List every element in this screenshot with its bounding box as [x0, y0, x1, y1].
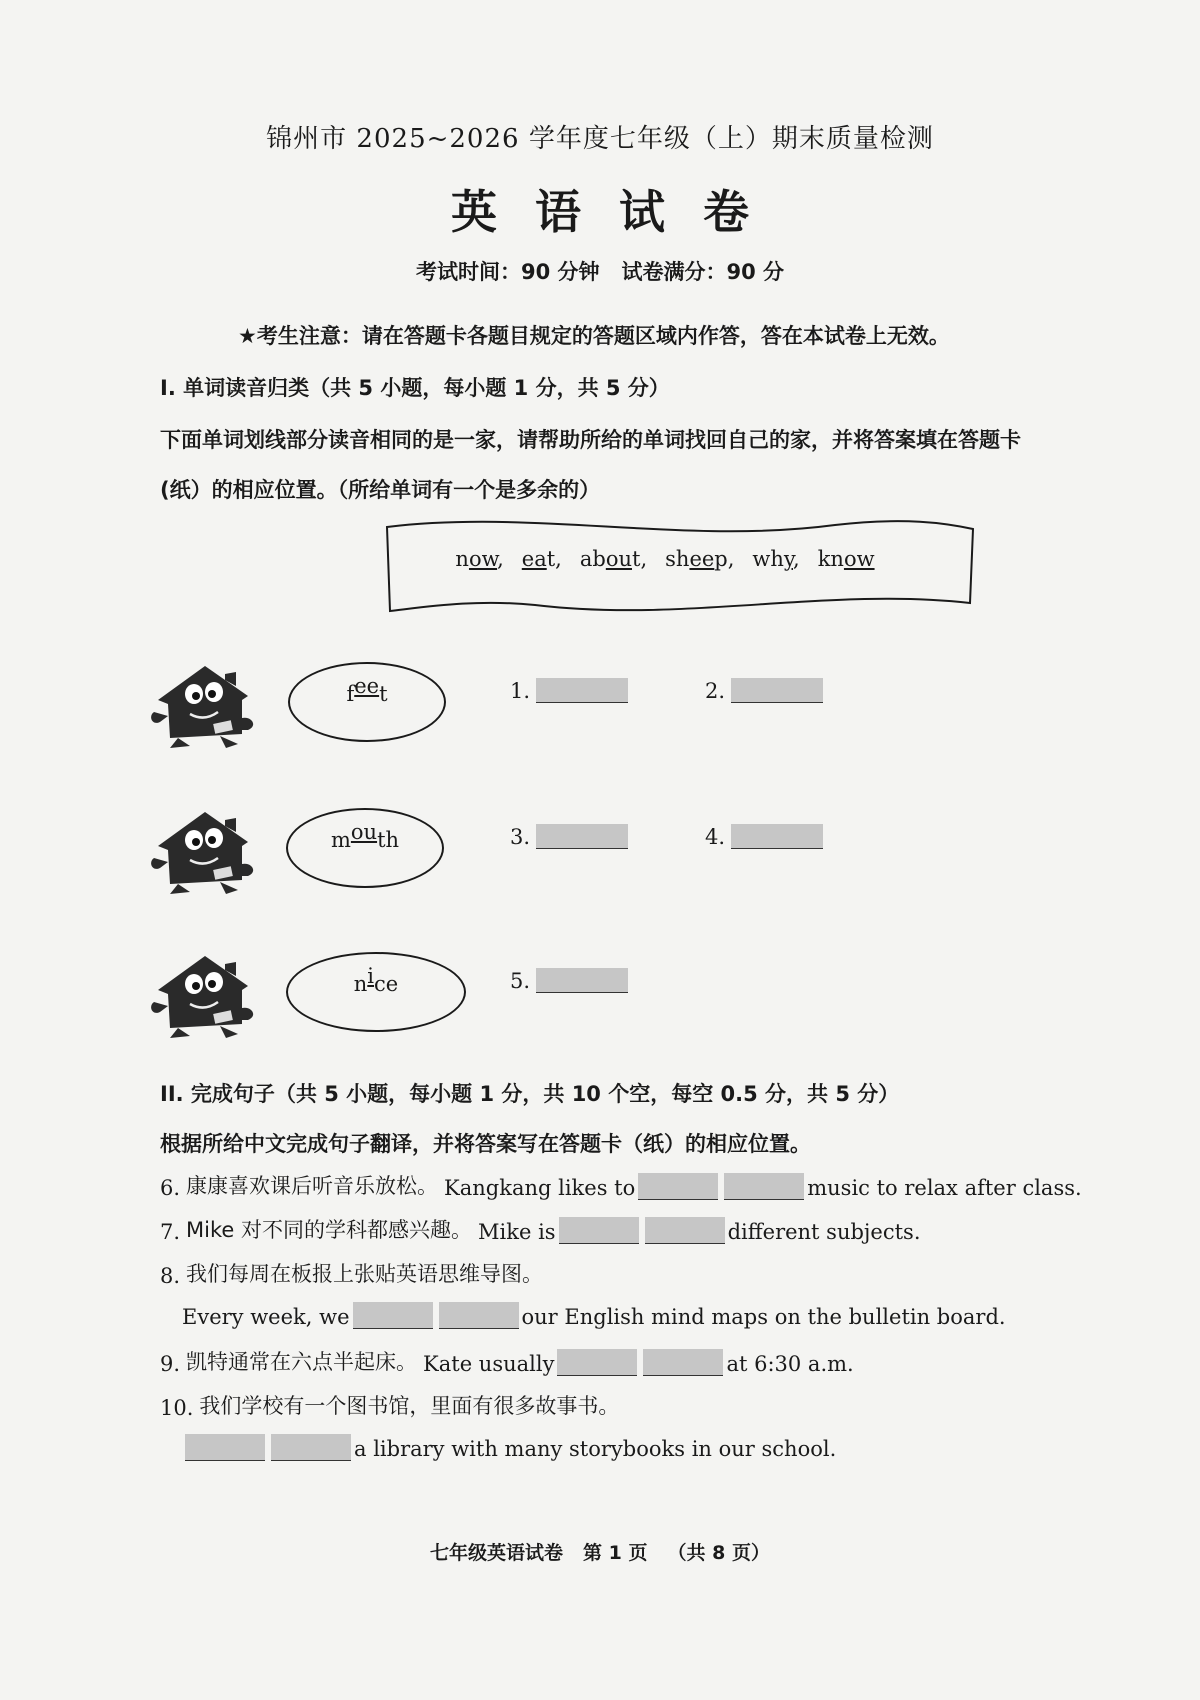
- question-english-before: Every week, we: [182, 1305, 350, 1329]
- question-10-english: [182, 1434, 836, 1461]
- footer-total-pages: （共 8 页）: [667, 1542, 770, 1564]
- house-icon: [150, 950, 260, 1040]
- section1-instruction-1: 下面单词划线部分读音相同的是一家，请帮助所给的单词找回自己的家，并将答案填在答题卡: [160, 428, 1021, 452]
- section2-heading: II. 完成句子（共 5 小题，每小题 1 分，共 10 个空，每空 0.5 分，共 5 分）: [160, 1082, 900, 1106]
- exam-info: [0, 256, 1200, 286]
- question-9: [160, 1346, 854, 1376]
- answer-blank: [724, 1173, 804, 1200]
- question-chinese: 我们每周在板报上张贴英语思维导图。: [186, 1262, 544, 1286]
- exam-subtitle: 锦州市 2025~2026 学年度七年级（上）期末质量检测: [266, 124, 934, 154]
- full-score: 试卷满分：90 分: [621, 260, 785, 284]
- word-bank-item: eat,: [521, 547, 562, 571]
- word-bank-item: why,: [752, 547, 800, 571]
- answer-blank: [271, 1434, 351, 1461]
- answer-number: 3.: [510, 825, 531, 849]
- answer-blank: [643, 1349, 723, 1376]
- word-bank-item: about,: [579, 547, 648, 571]
- section1-instruction-2: (纸）的相应位置。（所给单词有一个是多余的）: [160, 478, 601, 502]
- answer-number: 5.: [510, 969, 531, 993]
- answer-number: 2.: [705, 679, 726, 703]
- house-icon: [150, 806, 260, 896]
- answer-item: [510, 824, 628, 849]
- answer-blank: [645, 1217, 725, 1244]
- word-bank-item: know: [817, 547, 875, 571]
- question-number: 8.: [160, 1264, 181, 1288]
- house-word: mouth: [330, 820, 400, 852]
- answer-item: [510, 678, 628, 703]
- section2-instruction: 根据所给中文完成句子翻译，并将答案写在答题卡（纸）的相应位置。: [160, 1132, 811, 1156]
- page-footer: [0, 1538, 1200, 1565]
- answer-blank: [557, 1349, 637, 1376]
- answer-number: 4.: [705, 825, 726, 849]
- answer-item: [705, 824, 823, 849]
- answer-blank: [559, 1217, 639, 1244]
- question-number: 9.: [160, 1352, 181, 1376]
- exam-time: 考试时间：90 分钟: [415, 260, 600, 284]
- question-number: 10.: [160, 1396, 194, 1420]
- section1-heading: I. 单词读音归类（共 5 小题，每小题 1 分，共 5 分）: [160, 376, 670, 400]
- question-6: [160, 1170, 1082, 1200]
- answer-blank: [731, 678, 823, 703]
- question-8-english: [182, 1302, 1006, 1329]
- house-word: feet: [346, 674, 388, 706]
- house-word-oval: [288, 662, 446, 742]
- question-english-after: at 6:30 a.m.: [726, 1352, 854, 1376]
- answer-blank: [536, 678, 628, 703]
- footer-exam-name: 七年级英语试卷: [430, 1542, 564, 1564]
- footer-page-number: 第 1 页: [583, 1542, 648, 1564]
- question-10: [160, 1390, 625, 1420]
- exam-notice: ★考生注意：请在答题卡各题目规定的答题区域内作答，答在本试卷上无效。: [238, 324, 950, 348]
- word-bank-item: sheep,: [665, 547, 735, 571]
- question-english-before: Kangkang likes to: [444, 1176, 636, 1200]
- question-english-before: Kate usually: [423, 1352, 555, 1376]
- answer-blank: [439, 1302, 519, 1329]
- house-icon: [150, 660, 260, 750]
- question-chinese: 凯特通常在六点半起床。: [186, 1350, 418, 1374]
- answer-number: 1.: [510, 679, 531, 703]
- house-word-oval: [286, 952, 466, 1032]
- answer-item: [510, 968, 628, 993]
- question-english-after: different subjects.: [727, 1220, 921, 1244]
- question-english-before: Mike is: [478, 1220, 556, 1244]
- answer-blank: [185, 1434, 265, 1461]
- question-number: 7.: [160, 1220, 181, 1244]
- question-number: 6.: [160, 1176, 181, 1200]
- answer-blank: [536, 824, 628, 849]
- answer-item: [705, 678, 823, 703]
- question-english-after: our English mind maps on the bulletin board.: [521, 1305, 1006, 1329]
- page-title: 英语试卷: [451, 185, 787, 239]
- question-english-after: a library with many storybooks in our school.: [354, 1437, 837, 1461]
- answer-blank: [638, 1173, 718, 1200]
- word-bank-item: now,: [455, 547, 504, 571]
- question-8: [160, 1258, 549, 1288]
- question-chinese: 康康喜欢课后听音乐放松。: [186, 1174, 439, 1198]
- answer-blank: [353, 1302, 433, 1329]
- word-bank: [385, 547, 945, 571]
- house-word-oval: [286, 808, 444, 888]
- house-word: nice: [353, 964, 399, 996]
- answer-blank: [731, 824, 823, 849]
- question-chinese: Mike 对不同的学科都感兴趣。: [186, 1218, 473, 1242]
- question-chinese: 我们学校有一个图书馆，里面有很多故事书。: [199, 1394, 620, 1418]
- answer-blank: [536, 968, 628, 993]
- question-english-after: music to relax after class.: [807, 1176, 1082, 1200]
- question-7: [160, 1214, 921, 1244]
